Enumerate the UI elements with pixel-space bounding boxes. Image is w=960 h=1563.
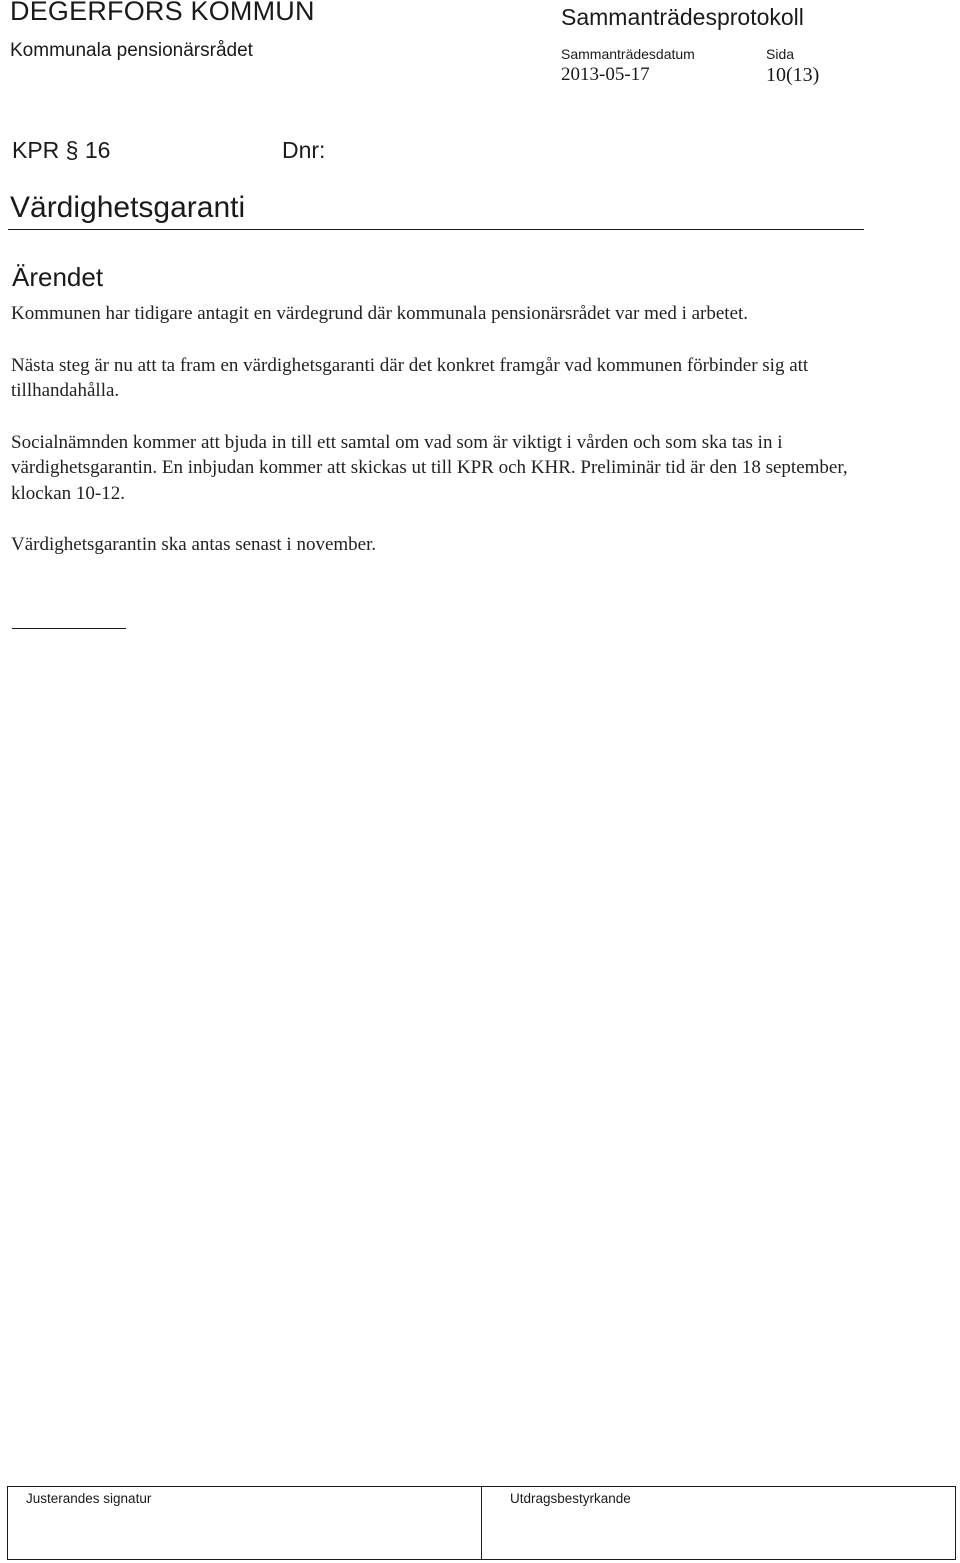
diary-number-label: Dnr: [282,137,326,163]
paragraph: Värdighetsgarantin ska antas senast i november. [11,534,377,555]
organization-name: DEGERFORS KOMMUN [10,0,315,26]
signature-label: Justerandes signatur [26,1491,152,1506]
document-title: Värdighetsgaranti [10,191,246,224]
certification-label: Utdragsbestyrkande [510,1491,631,1506]
title-divider [8,229,864,230]
signature-box [7,1486,956,1560]
meeting-date-label: Sammanträdesdatum [561,46,695,62]
paragraph: Kommunen har tidigare antagit en värdegrund där kommunala pensionärsrådet var med i arbetet. [11,303,749,324]
page-number: 10(13) [766,64,820,86]
paragraph: Nästa steg är nu att ta fram en värdighetsgaranti där det konkret framgår vad kommunen förbinder sig att tillhandahålla. [11,354,809,401]
document-type: Sammanträdesprotokoll [561,4,804,30]
body-text [11,301,861,558]
organization-unit: Kommunala pensionärsrådet [10,40,253,61]
meeting-date-value: 2013-05-17 [561,64,650,85]
signature-cell [8,1487,482,1559]
page-label: Sida [766,46,795,62]
certification-cell [482,1487,955,1559]
paragraph: Socialnämnden kommer att bjuda in till ett samtal om vad som är viktigt i vården och som ska tas in i värdighetsgarantin. En inbjudan kommer att skickas ut till KPR och KHR. Preliminär tid är den 18 september, klockan 10-12. [11,431,848,504]
end-divider [12,628,126,629]
section-heading: Ärendet [12,262,104,292]
section-reference: KPR § 16 [12,137,111,163]
